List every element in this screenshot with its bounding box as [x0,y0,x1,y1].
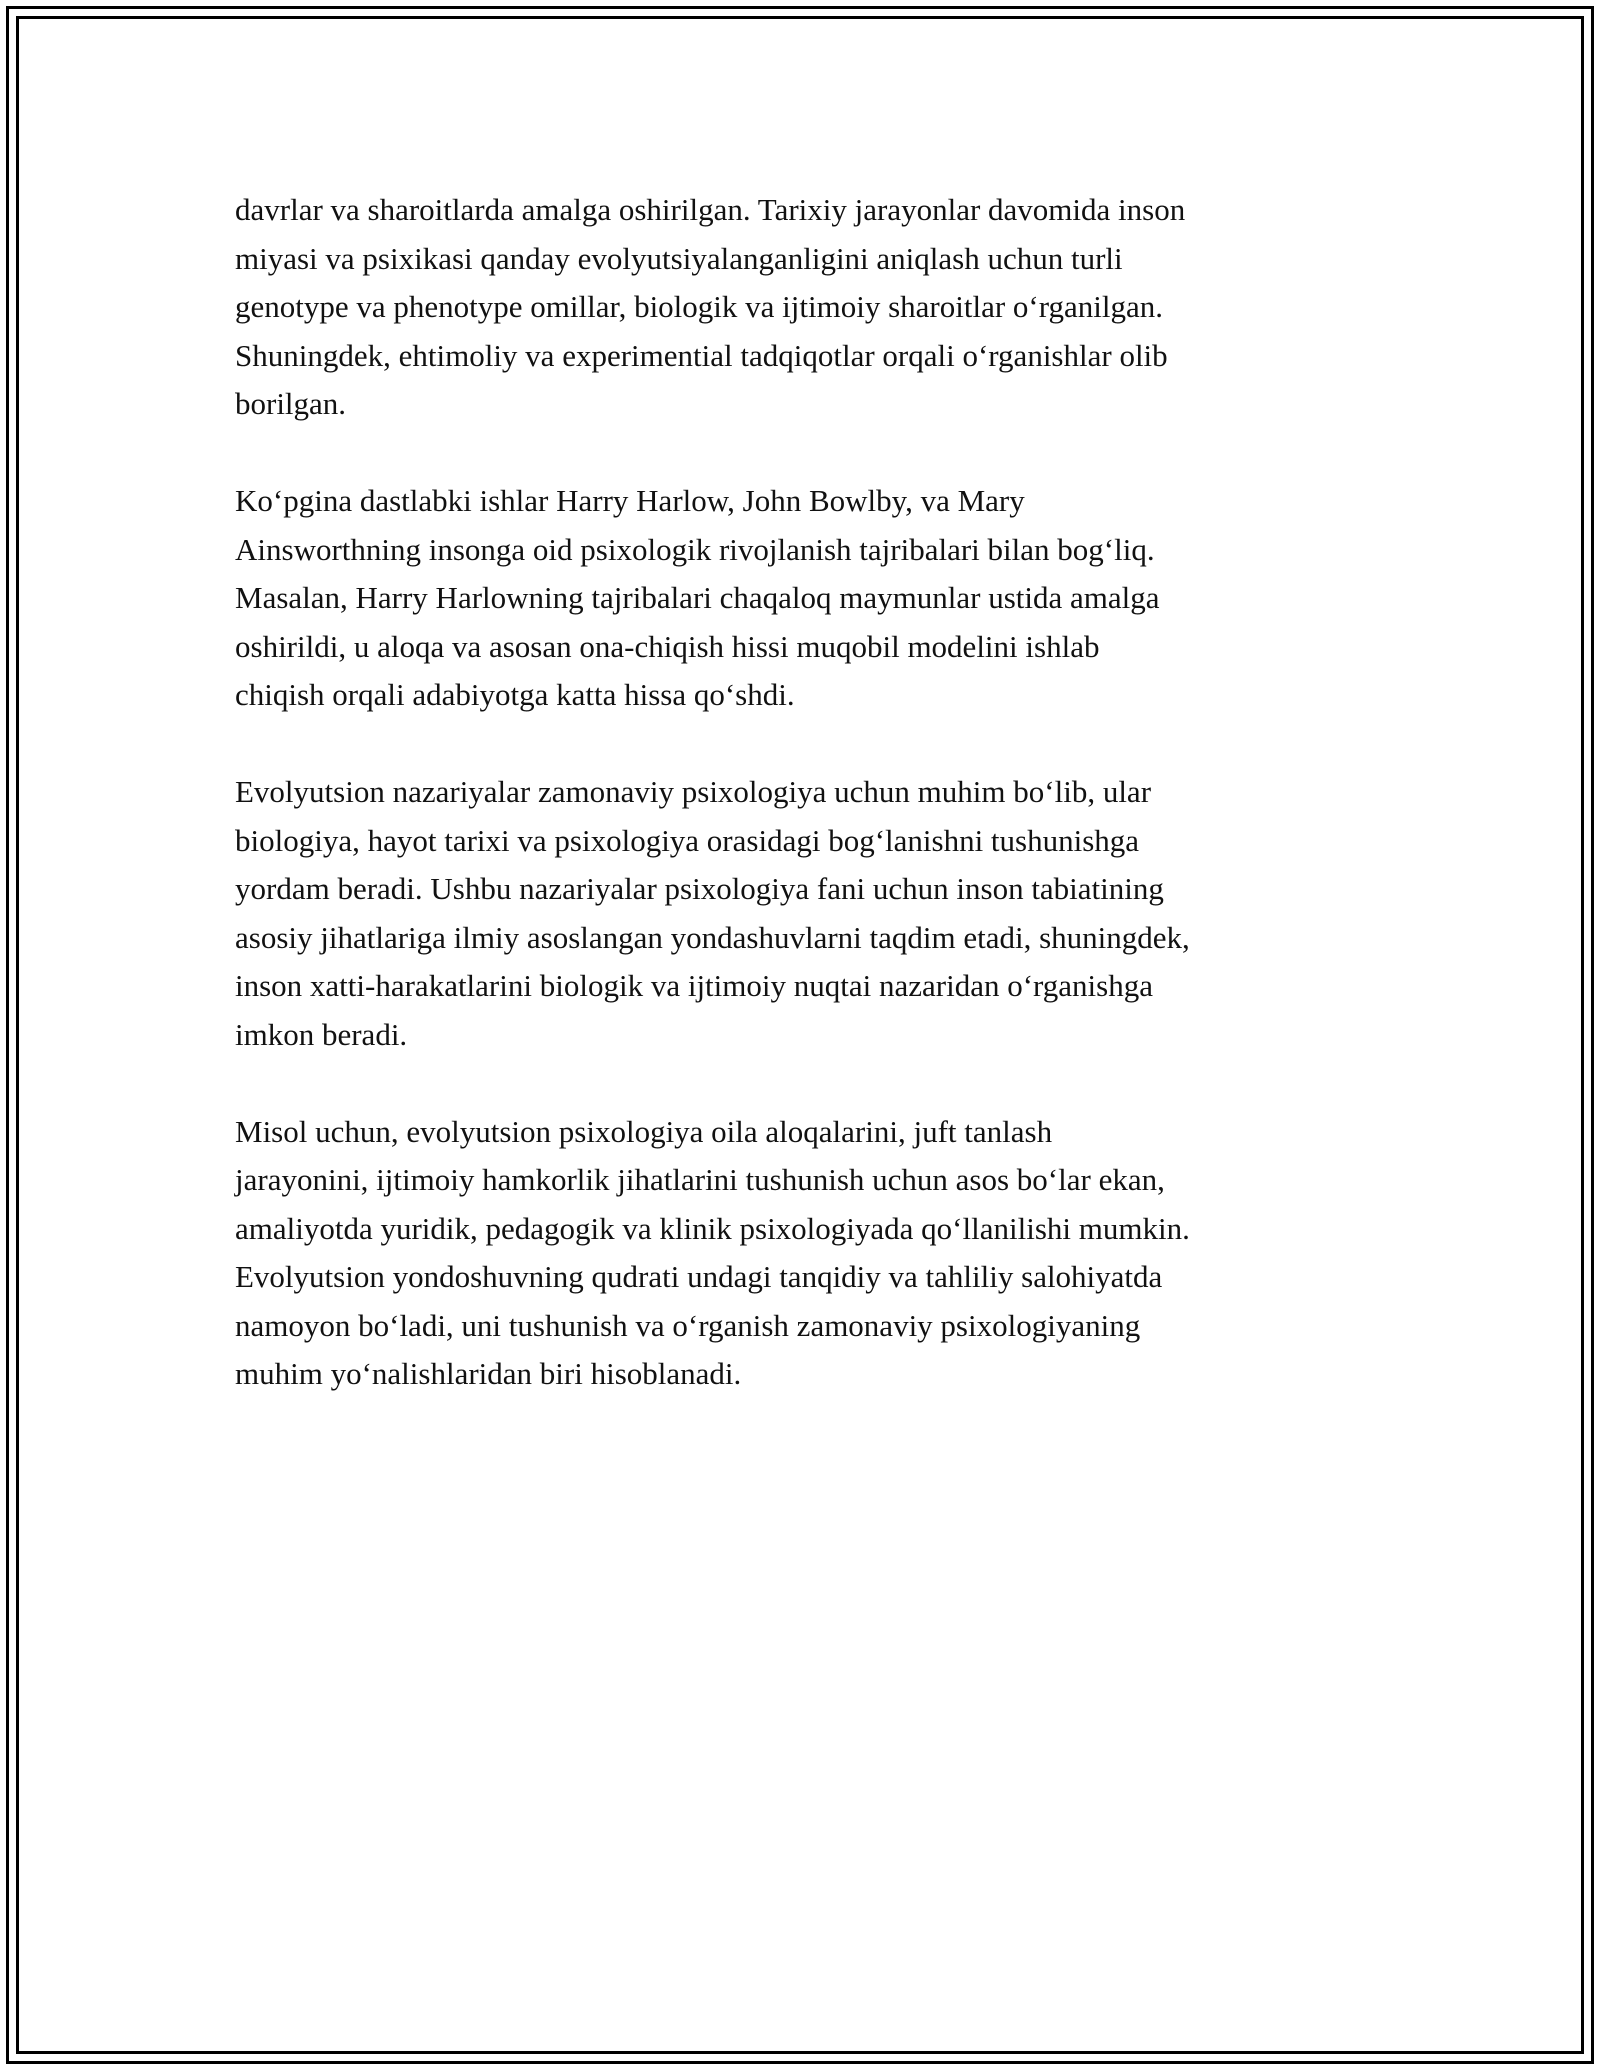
text-line: biologiya, hayot tarixi va psixologiya orasidagi bog‘lanishni tushunishga [235,822,1140,858]
paragraph-3 [235,768,1375,1059]
text-line: borilgan. [235,386,347,421]
text-line: inson xatti-harakatlarini biologik va ijtimoiy nuqtai nazaridan o‘rganishga [235,968,1153,1003]
text-line: oshirildi, u aloqa va asosan ona-chiqish hissi muqobil modelini ishlab [235,628,1100,664]
text-line: Masalan, Harry Harlowning tajribalari chaqaloq maymunlar ustida amalga [235,580,1160,615]
text-line: Ainsworthning insonga oid psixologik rivojlanish tajribalari bilan bog‘liq. [235,531,1155,567]
text-line: Evolyutsion yondoshuvning qudrati undagi tanqidiy va tahliliy salohiyatda [235,1259,1163,1294]
text-line: Evolyutsion nazariyalar zamonaviy psixologiya uchun muhim bo‘lib, ular [235,774,1152,809]
paragraph-4 [235,1108,1375,1399]
text-line: chiqish orqali adabiyotga katta hissa qo‘shdi. [235,677,795,712]
paragraph-2 [235,477,1375,720]
text-line: jarayonini, ijtimoiy hamkorlik jihatlarini tushunish uchun asos bo‘lar ekan, [235,1162,1165,1197]
document-body [235,186,1375,1447]
text-line: muhim yo‘nalishlaridan biri hisoblanadi. [235,1356,742,1391]
text-line: Misol uchun, evolyutsion psixologiya oila aloqalarini, juft tanlash [235,1113,1053,1149]
text-line: asosiy jihatlariga ilmiy asoslangan yondashuvlarni taqdim etadi, shuningdek, [235,919,1190,955]
text-line: Shuningdek, ehtimoliy va experimential tadqiqotlar orqali o‘rganishlar olib [235,337,1168,373]
text-line: namoyon bo‘ladi, uni tushunish va o‘rganish zamonaviy psixologiyaning [235,1307,1141,1343]
text-line: imkon beradi. [235,1016,408,1052]
text-line: Ko‘pgina dastlabki ishlar Harry Harlow, John Bowlby, va Mary [235,483,1025,518]
text-line: genotype va phenotype omillar, biologik va ijtimoiy sharoitlar o‘rganilgan. [235,289,1163,324]
text-line: yordam beradi. Ushbu nazariyalar psixologiya fani uchun inson tabiatining [235,871,1164,906]
paragraph-1 [235,186,1375,429]
text-line: davrlar va sharoitlarda amalga oshirilgan. Tarixiy jarayonlar davomida inson [235,192,1186,227]
text-line: miyasi va psixikasi qanday evolyutsiyalanganligini aniqlash uchun turli [235,240,1123,276]
text-line: amaliyotda yuridik, pedagogik va klinik psixologiyada qo‘llanilishi mumkin. [235,1210,1190,1246]
